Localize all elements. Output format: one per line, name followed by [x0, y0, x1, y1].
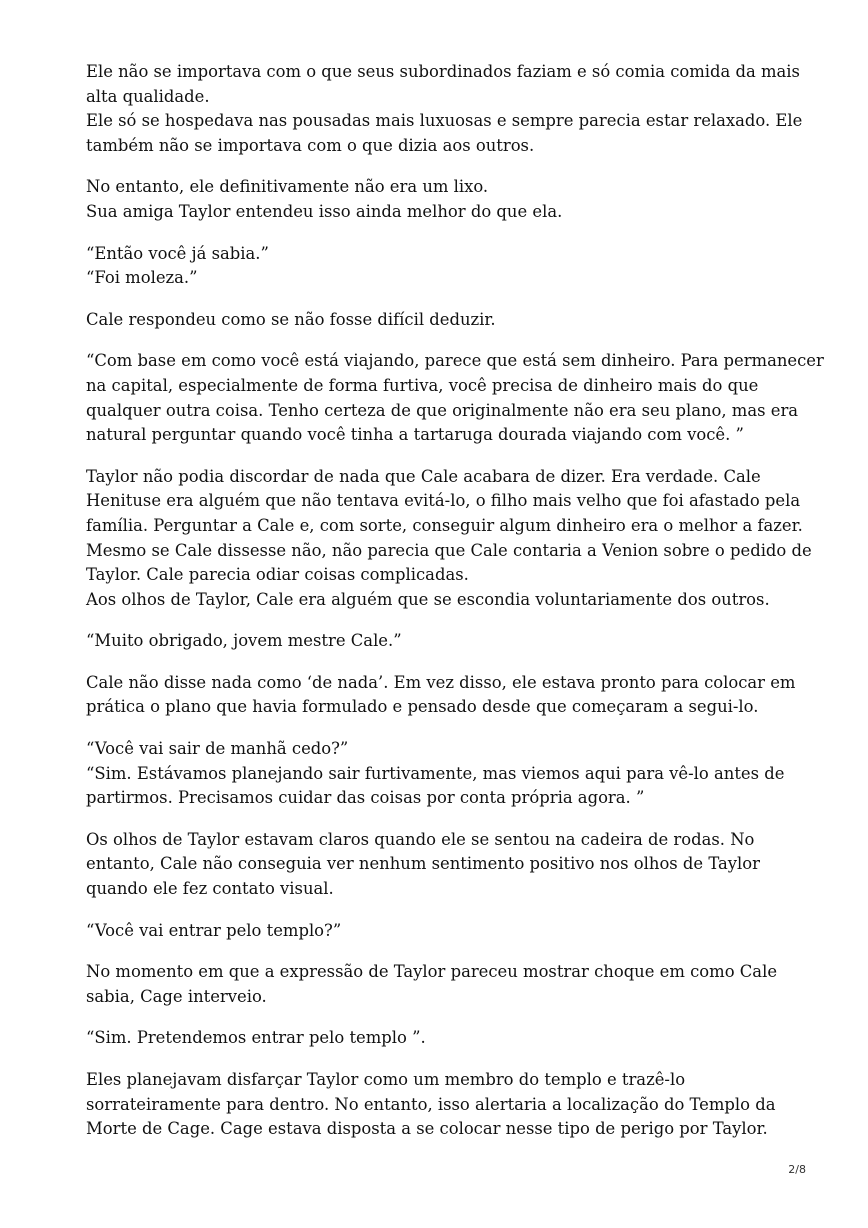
text-line: entanto, Cale não conseguia ver nenhum sentimento positivo nos olhos de Taylor	[86, 854, 760, 874]
paragraph	[86, 960, 786, 1009]
paragraph	[86, 1026, 786, 1051]
text-line: Mesmo se Cale dissesse não, não parecia que Cale contaria a Venion sobre o pedido de	[86, 540, 812, 560]
paragraph	[86, 308, 786, 333]
page-number: 2/8	[788, 1163, 806, 1176]
text-line: Aos olhos de Taylor, Cale era alguém que se escondia voluntariamente dos outros.	[86, 589, 770, 609]
text-line: na capital, especialmente de forma furtiva, você precisa de dinheiro mais do que	[86, 375, 759, 395]
paragraph	[86, 629, 786, 654]
paragraph	[86, 737, 786, 811]
text-line: quando ele fez contato visual.	[86, 879, 334, 899]
text-line: Morte de Cage. Cage estava disposta a se colocar nesse tipo de perigo por Taylor.	[86, 1119, 768, 1139]
text-line: Sua amiga Taylor entendeu isso ainda melhor do que ela.	[86, 201, 563, 221]
text-line: alta qualidade.	[86, 86, 210, 106]
paragraph	[86, 1068, 786, 1142]
text-line: sabia, Cage interveio.	[86, 986, 267, 1006]
text-line: Ele não se importava com o que seus subordinados faziam e só comia comida da mais	[86, 62, 800, 81]
paragraph	[86, 919, 786, 944]
paragraph	[86, 828, 786, 902]
text-line: “Muito obrigado, jovem mestre Cale.”	[86, 631, 402, 651]
paragraph	[86, 671, 796, 720]
paragraph	[86, 175, 786, 224]
paragraph	[86, 242, 786, 291]
text-line: “Então você já sabia.”	[86, 243, 269, 263]
text-line: prática o plano que havia formulado e pensado desde que começaram a segui-lo.	[86, 697, 759, 717]
text-line: “Você vai entrar pelo templo?”	[86, 920, 342, 940]
text-line: “Sim. Pretendemos entrar pelo templo ”.	[86, 1028, 426, 1048]
paragraph	[86, 60, 803, 158]
text-line: “Você vai sair de manhã cedo?”	[86, 739, 349, 759]
text-line: Taylor não podia discordar de nada que Cale acabara de dizer. Era verdade. Cale	[86, 466, 761, 486]
text-line: No momento em que a expressão de Taylor pareceu mostrar choque em como Cale	[86, 962, 778, 982]
paragraph	[86, 349, 824, 447]
text-line: “Sim. Estávamos planejando sair furtivamente, mas viemos aqui para vê-lo antes de	[86, 763, 785, 783]
text-line: qualquer outra coisa. Tenho certeza de que originalmente não era seu plano, mas era	[86, 400, 799, 420]
text-line: Cale não disse nada como ‘de nada’. Em vez disso, ele estava pronto para colocar em	[86, 672, 796, 692]
text-line: Henituse era alguém que não tentava evitá-lo, o filho mais velho que foi afastado pela	[86, 491, 801, 511]
text-line: sorrateiramente para dentro. No entanto, isso alertaria a localização do Templo da	[86, 1094, 776, 1114]
text-line: “Foi moleza.”	[86, 268, 198, 288]
text-line: No entanto, ele definitivamente não era um lixo.	[86, 177, 489, 197]
text-line: “Com base em como você está viajando, parece que está sem dinheiro. Para permanecer	[86, 351, 824, 371]
text-line: partirmos. Precisamos cuidar das coisas por conta própria agora. ”	[86, 788, 645, 808]
text-line: Ele só se hospedava nas pousadas mais luxuosas e sempre parecia estar relaxado. Ele	[86, 111, 803, 131]
text-line: Eles planejavam disfarçar Taylor como um membro do templo e trazê-lo	[86, 1070, 686, 1089]
text-line: Taylor. Cale parecia odiar coisas complicadas.	[86, 565, 469, 585]
document-page	[86, 60, 824, 1159]
text-line: família. Perguntar a Cale e, com sorte, conseguir algum dinheiro era o melhor a fazer.	[86, 515, 803, 535]
text-line: Os olhos de Taylor estavam claros quando ele se sentou na cadeira de rodas. No	[86, 829, 755, 849]
text-line: também não se importava com o que dizia aos outros.	[86, 135, 535, 155]
text-line: natural perguntar quando você tinha a tartaruga dourada viajando com você. ”	[86, 425, 744, 445]
text-line: Cale respondeu como se não fosse difícil deduzir.	[86, 309, 496, 329]
paragraph	[86, 465, 812, 613]
